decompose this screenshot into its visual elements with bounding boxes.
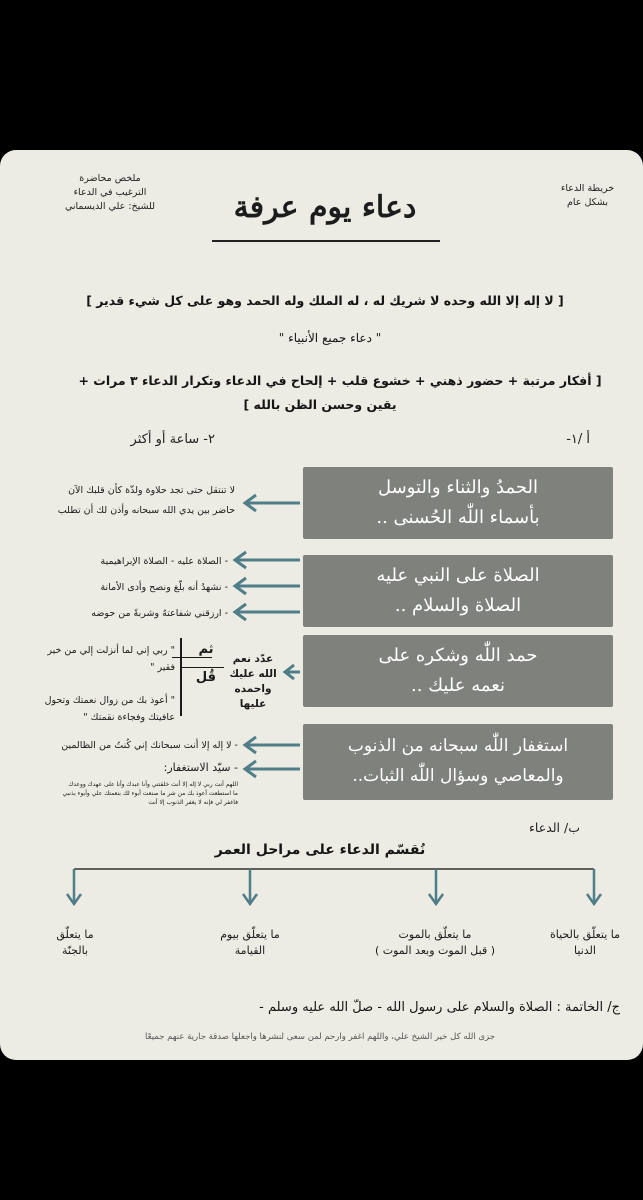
say-label: قُل — [195, 670, 216, 685]
sayyid-istighfar-text: اللهم أنت ربي لا إله إلا أنت خلقتني وأنا عبدك وأنا على عهدك ووعدك ما استطعت أعوذ بك من شر ما صنعت أبوء لك بنعمتك علي وأبوء بذنبي فاغفر لي فإنه لا يغفر الذنوب إلا أنت — [62, 781, 238, 806]
salawat-box: الصلاة على النبي عليه الصلاة والسلام .. — [303, 555, 613, 627]
count-blessings-label: عدّد نعم الله عليك واحمده عليها — [229, 653, 277, 710]
prophets-line: " دعاء جميع الأنبياء " — [278, 331, 382, 345]
bracket-line — [180, 638, 182, 716]
section-b-label: ب/ الدعاء — [529, 820, 580, 835]
duration-label: ٢- ساعة أو أكثر — [130, 432, 215, 447]
branch-this-life: ما يتعلّق بالحياة الدنيا — [549, 928, 621, 957]
conclusion-line: ج/ الخاتمة : الصلاة والسلام على رسول الله - صلّ الله عليه وسلم - — [259, 1000, 620, 1015]
branch-diagram — [60, 864, 610, 910]
summary-card — [0, 150, 643, 1060]
salawat-arrow-1 — [230, 549, 302, 571]
map-note: خريطة الدعاء بشكل عام — [560, 183, 615, 208]
salawat-notes: - الصلاة عليه - الصلاة الإبراهيمية - نشهدُ أنه بلّغ ونصح وأدى الأمانة - ارزقني شفاعتهُ وشربةً من حوضه — [91, 556, 228, 619]
bracket-stem — [180, 667, 224, 668]
then-label: ثم — [198, 642, 214, 657]
istighfar-box: استغفار اللّٰه سبحانه من الذنوب والمعاصي وسؤال اللّٰه الثبات.. — [303, 724, 613, 800]
praise-box: الحمدُ والثناء والتوسل بأسماء اللّٰه الحُسنى .. — [303, 467, 613, 539]
branch-paradise: ما يتعلّق بالجنّة — [56, 928, 94, 957]
gratitude-arrow — [280, 661, 302, 683]
conditions-line-1: [ أفكار مرتبة + حضور ذهني + خشوع قلب + إلحاح في الدعاء وتكرار الدعاء ٣ مرات + — [78, 373, 602, 388]
branch-death: ما يتعلّق بالموت ( قبل الموت وبعد الموت ) — [374, 928, 496, 957]
life-stages-heading: نُقسّم الدعاء على مراحل العمر — [214, 842, 426, 858]
footer-dua: جزى الله كل خير الشيخ علي، واللهم اغفر وارحم لمن سعى لنشرها واجعلها صدقة جارية عنهم جميعًا — [145, 1032, 495, 1042]
gratitude-notes: " ربي إني لما أنزلت إلي من خير فقير " " أعوذ بك من زوال نعمتك وتحول عافيتك وفجاءة نقمتك " — [44, 645, 175, 723]
istighfar-notes: - لا إله إلا أنت سبحانك إني كُنتُ من الظالمين - سيّد الاستغفار: — [61, 740, 238, 774]
title-underline — [212, 240, 440, 242]
conditions-line-2: يقين وحسن الظن بالله ] — [243, 397, 397, 412]
section-a-label: أ /١- — [566, 432, 590, 447]
lecture-note: ملخص محاضرة الترغيب في الدعاء للشيخ: علي الديسماني — [64, 173, 156, 212]
salawat-arrow-2 — [230, 575, 302, 597]
branch-resurrection: ما يتعلّق بيوم القيامة — [220, 928, 280, 957]
praise-arrow — [240, 492, 302, 514]
salawat-arrow-3 — [230, 601, 302, 623]
istighfar-arrow-2 — [240, 758, 302, 780]
gratitude-box: حمد اللّٰه وشكره على نعمه عليك .. — [303, 635, 613, 707]
page-title: دعاء يوم عرفة — [233, 190, 417, 225]
praise-note: لا تنتقل حتى تجد حلاوة ولذّة كأن قلبك الآن حاضر بين يدي الله سبحانه وأذن لك أن تطلب — [57, 485, 235, 516]
tahlil-line: [ لا إله إلا الله وحده لا شريك له ، له الملك وله الحمد وهو على كل شيء قدير ] — [86, 293, 564, 308]
istighfar-arrow-1 — [240, 734, 302, 756]
